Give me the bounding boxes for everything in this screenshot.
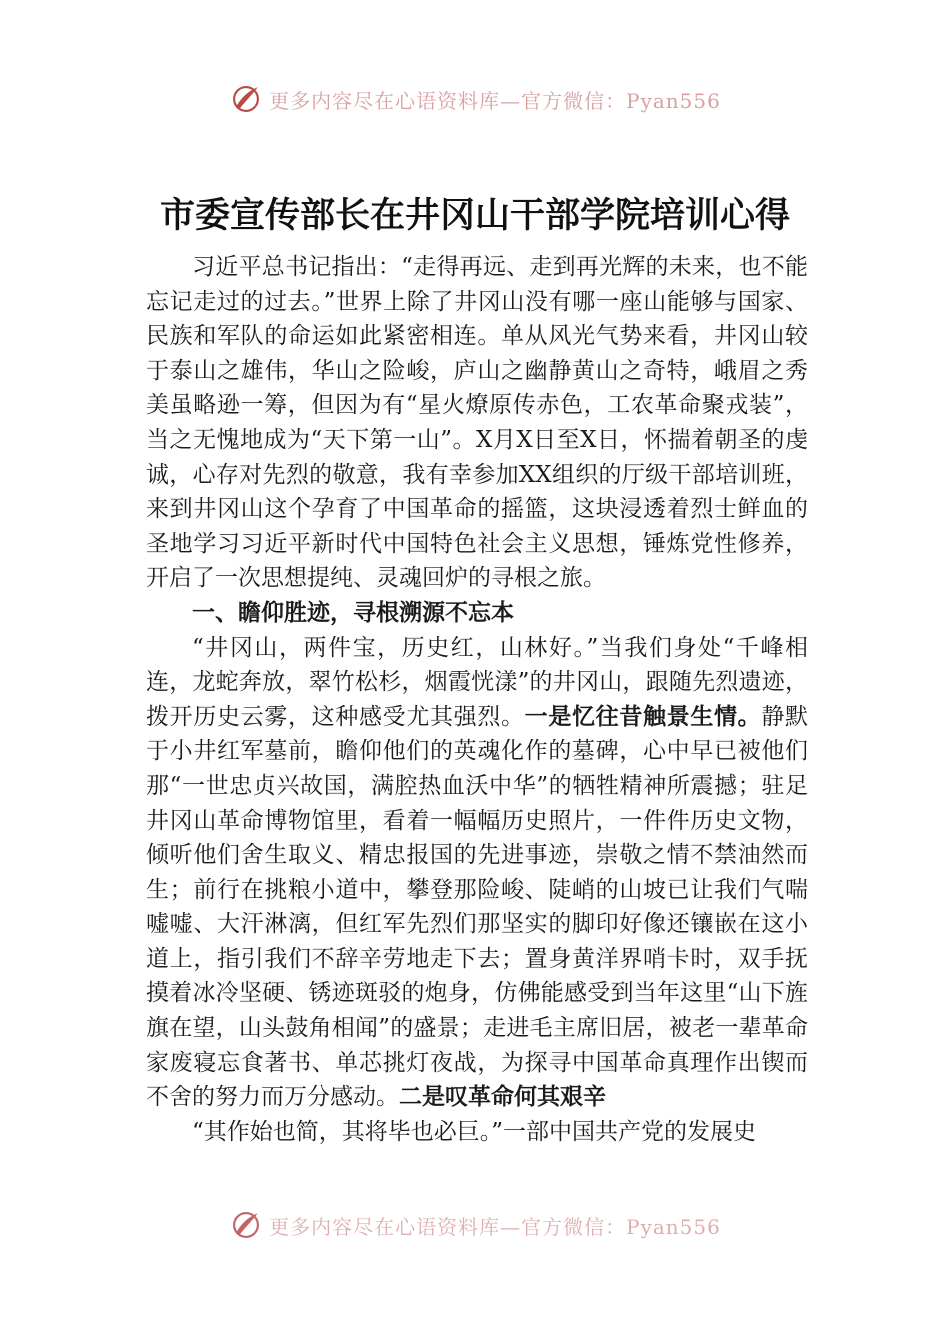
brush-logo-icon [229, 82, 263, 116]
watermark-text: 更多内容尽在心语资料库—官方微信：Pyan556 [269, 88, 721, 113]
section-paragraph [146, 631, 808, 1115]
paragraph-text: 静默于小井红军墓前，瞻仰他们的英魂化作的墓碑，心中早已被他们那“一世忠贞兴故国，满腔热血沃中华”的牺牲精神所震撼；驻足井冈山革命博物馆里，看着一幅幅历史照片，一件件历史文物，倾听他们舍生取义、精忠报国的先进事迹，崇敬之情不禁油然而生；前行在挑粮小道中，攀登那险峻、陡峭的山坡已让我们气喘嘘嘘、大汗淋漓，但红军先烈们那坚实的脚印好像还镶嵌在这小道上，指引我们不辞辛劳地走下去；置身黄洋界哨卡时，双手抚摸着冰冷坚硬、锈迹斑驳的炮身，仿佛能感受到当年这里“山下旌旗在望，山头鼓角相闻”的盛景；走进毛主席旧居，被老一辈革命家废寝忘食著书、单芯挑灯夜战，为探寻中国革命真理作出锲而不舍的努力而万分感动。 [146, 703, 809, 1111]
watermark-footer [0, 1208, 950, 1242]
point-two-label: 二是叹革命何其艰辛 [399, 1084, 606, 1111]
section-heading: 一、瞻仰胜迹，寻根溯源不忘本 [192, 599, 514, 626]
brush-logo-icon [229, 1208, 263, 1242]
document-title: 市委宣传部长在井冈山干部学院培训心得 [159, 195, 790, 236]
intro-paragraph: 习近平总书记指出：“走得再远、走到再光辉的未来，也不能忘记走过的过去。”世界上除了井冈山没有哪一座山能够与国家、民族和军队的命运如此紧密相连。单从风光气势来看，井冈山较于泰山之雄伟，华山之险峻，庐山之幽静黄山之奇特，峨眉之秀美虽略逊一筹，但因为有“星火燎原传赤色，工农革命聚戎装”，当之无愧地成为“天下第一山”。X月X日至X日，怀揣着朝圣的虔诚，心存对先烈的敬意，我有幸参加XX组织的厅级干部培训班，来到井冈山这个孕育了中国革命的摇篮，这块浸透着烈士鲜血的圣地学习习近平新时代中国特色社会主义思想，锤炼党性修养，开启了一次思想提纯、灵魂回炉的寻根之旅。 [146, 254, 808, 592]
watermark-header [0, 82, 950, 116]
point-one-label: 一是忆往昔触景生情。 [524, 703, 762, 730]
paragraph-text: “井冈山，两件宝，历史红，山林好。”当我们身处“千峰相连，龙蛇奔放，翠竹松杉，烟霞恍漾”的井冈山，跟随先烈遗迹，拨开历史云雾，这种感受尤其强烈。 [146, 634, 808, 730]
document-body [146, 250, 808, 1149]
watermark-text: 更多内容尽在心语资料库—官方微信：Pyan556 [269, 1214, 721, 1239]
section-paragraph-continued: “其作始也简，其将毕也必巨。”一部中国共产党的发展史 [192, 1118, 757, 1145]
